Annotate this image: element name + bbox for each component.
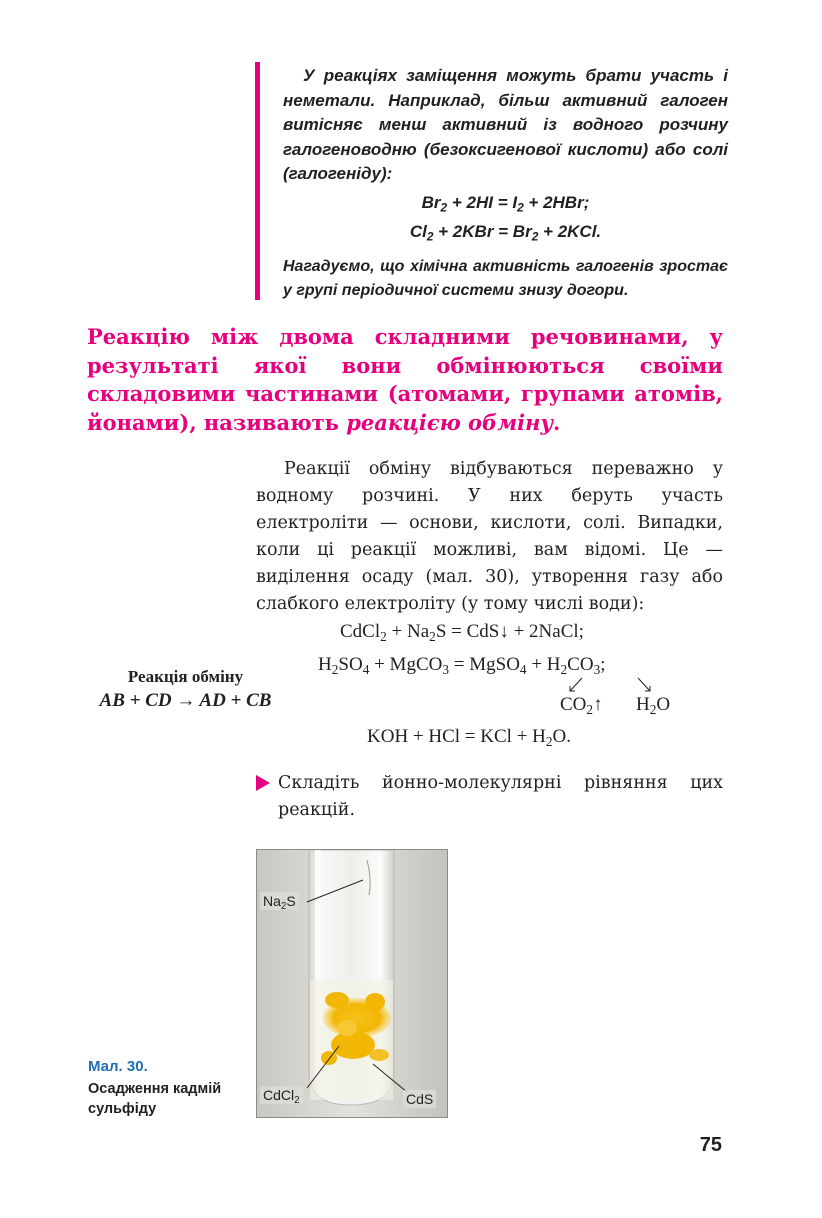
equation-cdcl2-na2s: CdCl$_2$ + $Na_2S$ = CdS↓ + 2NaCl;: [340, 621, 584, 644]
test-tube-illustration: [257, 850, 447, 1117]
page-number: 75: [699, 1134, 722, 1156]
note-equation-2: $Cl_2 + 2KBr = Br_2 + 2KCl$.: [409, 222, 602, 244]
triangle-marker-icon: [256, 775, 270, 791]
side-scheme-title: Реакція обміну: [127, 667, 244, 686]
side-scheme-formula: AB + CD → AD + CB: [99, 690, 272, 711]
note-equation-1: $Br_2 + 2HI = I_2 + 2HBr$;: [421, 193, 590, 215]
definition-term: реакцією обміну: [346, 409, 554, 435]
exchange-reaction-definition: Реакцію між двома складними речовинами, у результаті якої вони обмінюються своїми складовими частинами (атомами, групами атомів, йонами), називають реакцією обміну.: [87, 324, 723, 435]
test-tube-photo: [256, 849, 448, 1118]
label-cds: CdS: [403, 1090, 436, 1108]
halogen-note-box: [255, 62, 730, 300]
decomposition-arrows: [560, 676, 660, 696]
figure-number: Мал. 30.: [88, 1058, 148, 1075]
task-text: Складіть йонно-молекулярні рівняння цих реакцій.: [278, 773, 723, 820]
label-cdcl2: CdCl$_2$: [260, 1086, 303, 1104]
body-paragraph: Реакції обміну відбуваються переважно у водному розчині. У них беруть участь електроліти — основи, кислоти, солі. Випадки, коли ці реакції можливі, вам відомі. Це — виділення осаду (мал. 30), утворення газу або слабкого електроліту (у тому числі води):: [256, 459, 723, 614]
product-co2: $CO_2↑$: [560, 694, 603, 717]
product-h2o: $H_2O$: [636, 694, 671, 717]
label-na2s: $Na_2S$: [260, 892, 299, 910]
note-reminder: Нагадуємо, що хімічна активність галогенів зростає у групі періодичної системи знизу догори.: [283, 258, 728, 299]
equation-h2so4-mgco3: $H_2SO_4$ + MgCO$_3$ = MgSO$_4$ + $H_2CO_3$;: [318, 654, 606, 677]
equation-koh-hcl: KOH + HCl = KCl + $H_2O$.: [367, 726, 572, 749]
note-paragraph: У реакціях заміщення можуть брати участь і неметали. Наприклад, більш активний галоген витісняє менш активний із водного розчину галогеноводню (безоксигенової кислоти) або солі (галогеніду):: [283, 66, 728, 183]
figure-caption: Осадження кадмій сульфіду: [88, 1081, 222, 1117]
